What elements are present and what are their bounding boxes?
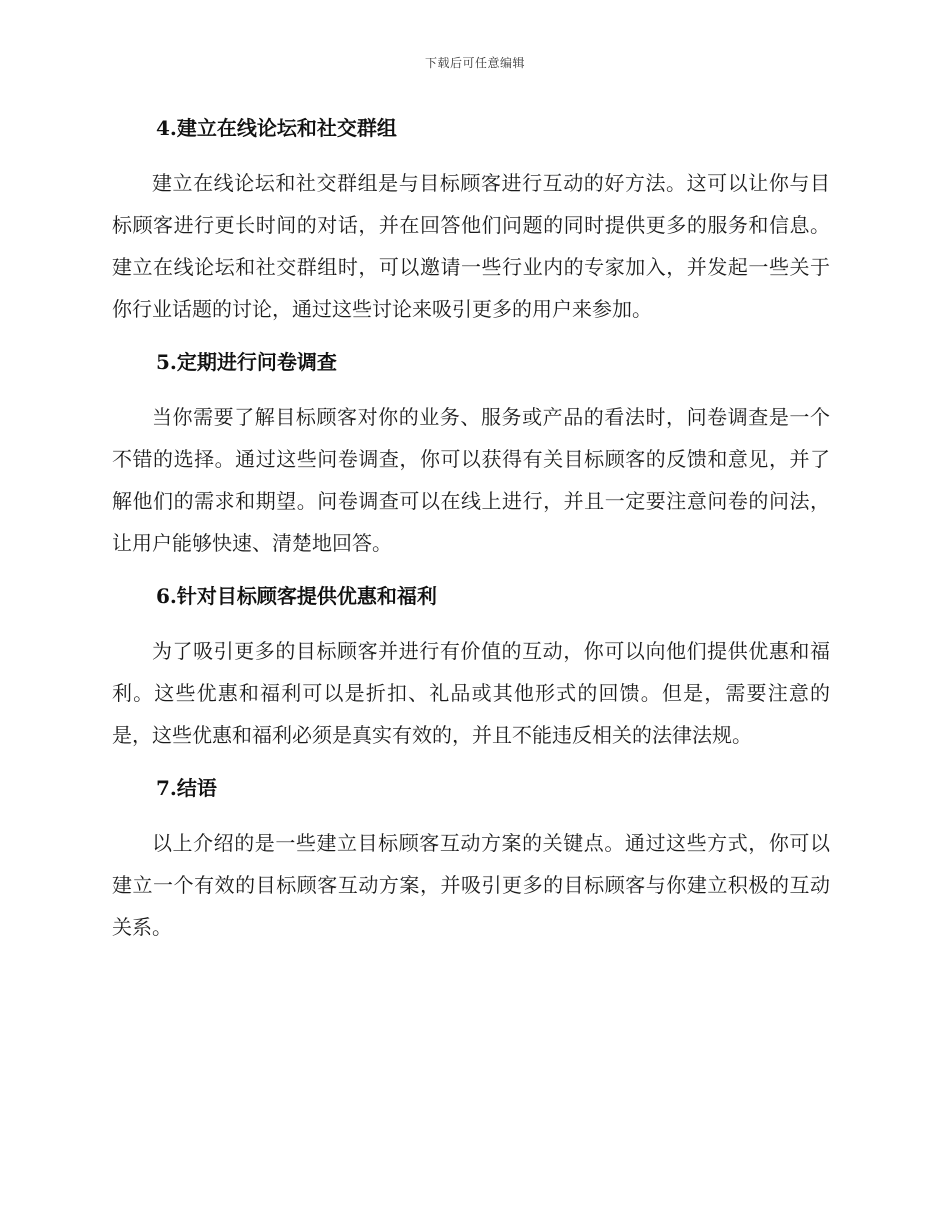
document-content xyxy=(112,106,830,958)
section-title: 4.建立在线论坛和社交群组 xyxy=(156,116,397,140)
section-paragraph: 以上介绍的是一些建立目标顾客互动方案的关键点。通过这些方式，你可以建立一个有效的目标顾客互动方案，并吸引更多的目标顾客与你建立积极的互动关系。 xyxy=(112,831,830,939)
section-paragraph: 建立在线论坛和社交群组是与目标顾客进行互动的好方法。这可以让你与目标顾客进行更长时间的对话，并在回答他们问题的同时提供更多的服务和信息。建立在线论坛和社交群组时，可以邀请一些行业内的专家加入，并发起一些关于你行业话题的讨论，通过这些讨论来吸引更多的用户来参加。 xyxy=(112,171,830,321)
section-paragraph: 为了吸引更多的目标顾客并进行有价值的互动，你可以向他们提供优惠和福利。这些优惠和福利可以是折扣、礼品或其他形式的回馈。但是，需要注意的是，这些优惠和福利必须是真实有效的，并且不能违反相关的法律法规。 xyxy=(112,639,830,747)
section-4 xyxy=(112,106,830,330)
section-title: 5.定期进行问卷调查 xyxy=(156,350,337,374)
section-paragraph: 当你需要了解目标顾客对你的业务、服务或产品的看法时，问卷调查是一个不错的选择。通过这些问卷调查，你可以获得有关目标顾客的反馈和意见，并了解他们的需求和期望。问卷调查可以在线上进行，并且一定要注意问卷的问法，让用户能够快速、清楚地回答。 xyxy=(112,405,830,555)
section-7 xyxy=(112,766,830,948)
section-6 xyxy=(112,574,830,756)
section-title: 6.针对目标顾客提供优惠和福利 xyxy=(156,584,437,608)
page-header-note: 下载后可任意编辑 xyxy=(424,56,525,70)
section-title: 7.结语 xyxy=(156,776,217,800)
section-5 xyxy=(112,340,830,564)
